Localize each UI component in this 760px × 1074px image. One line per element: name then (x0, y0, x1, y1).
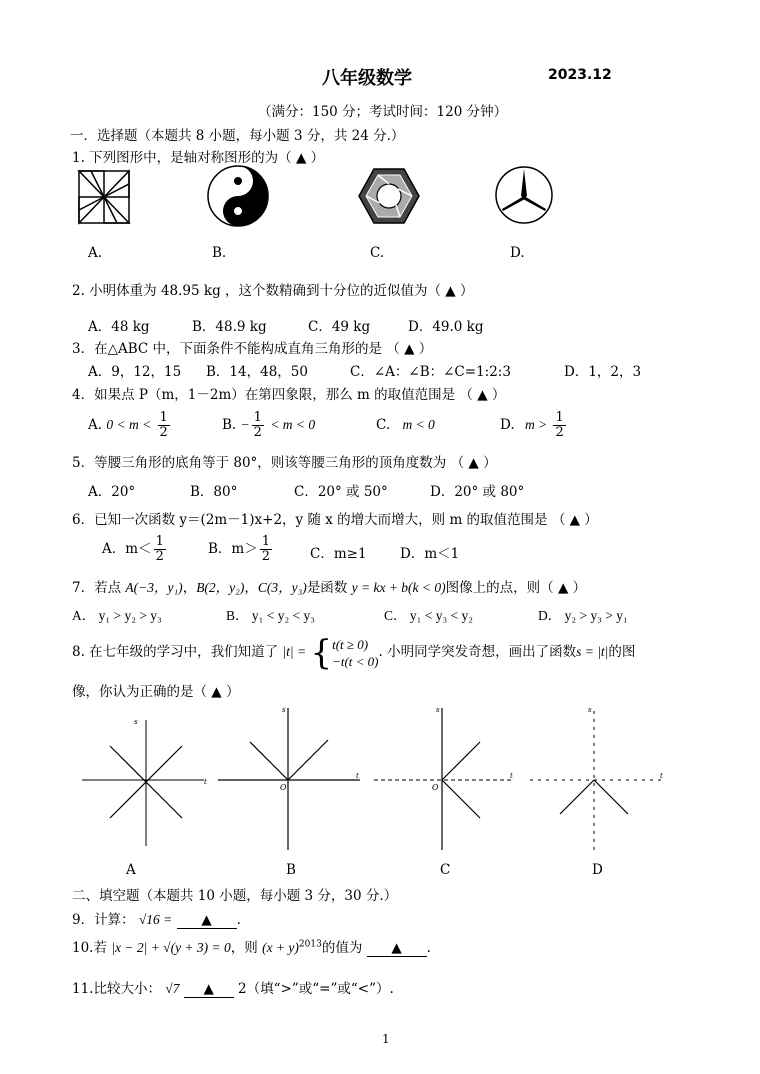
q10-expr: |x − 2| + √(y + 3) = 0 (111, 940, 231, 955)
q6-b-num: 1 (261, 534, 271, 549)
q11-answer-blank[interactable]: ▲ (184, 981, 234, 998)
q8-stem-b: . 小明同学突发奇想，画出了函数 (378, 644, 577, 660)
graph-a-axis-t: t (204, 778, 207, 786)
q4-d-expr: m > (524, 417, 548, 432)
graph-d-label: D (592, 862, 603, 878)
graph-c-origin: O (432, 783, 439, 792)
q10-answer-blank[interactable]: ▲ (367, 940, 427, 957)
q6-b-frac (260, 535, 272, 564)
q6-option-d: D．m＜1 (400, 546, 460, 562)
q3-option-d: D．1，2，3 (564, 364, 642, 380)
mercedes-figure-icon (494, 165, 554, 225)
q4-b-frac (252, 411, 264, 440)
graph-b-axis-t: t (356, 772, 359, 780)
q6-a-label: A．m＜ (102, 541, 152, 557)
yin-yang-figure-icon (206, 164, 270, 228)
q8-case2: −t(t < 0) (332, 653, 379, 669)
q11-expr: √7 (165, 981, 180, 996)
graph-c (372, 706, 518, 852)
graph-b (214, 706, 364, 852)
q9-answer-blank[interactable]: ▲ (177, 912, 237, 929)
q6-b-label: B．m＞ (208, 541, 258, 557)
q10-expr2: (x + y) (262, 940, 299, 955)
q4-b-neg: − (240, 417, 250, 432)
exam-subtitle: （满分：150 分；考试时间：120 分钟） (258, 104, 508, 120)
graph-b-label: B (286, 862, 296, 878)
q4-b-expr: < m < 0 (270, 417, 316, 432)
q2-option-a: A．48 kg (88, 319, 150, 335)
q6-b-den: 2 (261, 549, 271, 564)
graph-b-axis-s: s (282, 706, 286, 714)
graph-d (528, 706, 668, 852)
q11-suffix: 2（填“>”或“=”或“<”）. (238, 981, 394, 997)
q4-d-label: D. (500, 417, 515, 433)
q8-abs: |t| = (282, 644, 307, 659)
q4-option-d (500, 404, 568, 446)
q7-option-a: A． y₁ > y₂ > y₃ (72, 608, 162, 623)
graph-c-axis-t: t (510, 772, 513, 780)
q4-a-num: 1 (159, 410, 168, 425)
q7-function: y = kx + b(k < 0) (351, 580, 446, 595)
q1-option-a: A. (88, 245, 103, 261)
q2-option-b: B．48.9 kg (192, 319, 267, 335)
q7-point-a: A(−3，y₁) (125, 580, 183, 595)
q4-a-den: 2 (159, 425, 168, 440)
q4-d-frac (553, 411, 565, 440)
q10-mid: ，则 (230, 940, 258, 956)
q4-a-frac (158, 411, 170, 440)
q6-a-den: 2 (155, 549, 164, 564)
q8-stem (72, 632, 636, 673)
q8-cases (332, 636, 378, 670)
graph-c-label: C (440, 862, 451, 878)
q9-expr: √16 = (138, 912, 173, 927)
q8-stem-c: 的图 (608, 644, 636, 660)
page-title: 八年级数学 (322, 68, 412, 89)
q3-option-a: A．9，12，15 (88, 364, 182, 380)
q4-b-num: 1 (253, 410, 262, 425)
graph-d-axis-t: t (660, 772, 663, 780)
q4-option-b (222, 404, 315, 446)
graph-a-axis-s: s (134, 718, 138, 726)
q4-d-den: 2 (555, 425, 564, 440)
q5-option-a: A．20° (88, 484, 136, 500)
hexagon-figure-icon (358, 167, 420, 225)
graph-a-label: A (126, 862, 136, 878)
graph-a (80, 712, 210, 852)
q1-option-b: B. (212, 245, 227, 261)
q7-option-c: C． y₁ < y₃ < y₂ (384, 608, 473, 623)
q5-option-b: B．80° (190, 484, 238, 500)
q6-option-b (208, 528, 274, 570)
q4-option-c (376, 404, 435, 446)
q4-c-label: C. (376, 417, 391, 433)
graph-d-axis-s: s (588, 706, 592, 714)
graph-b-origin: O (280, 783, 287, 792)
q2-option-c: C．49 kg (308, 319, 371, 335)
q9: 9．计算： √16 = ▲ . (72, 912, 241, 928)
q6-a-frac (154, 535, 166, 564)
q4-c-expr: m < 0 (402, 417, 435, 432)
graph-c-axis-s: s (436, 706, 440, 714)
q7-suffix: 图像上的点，则（ ▲ ） (445, 580, 587, 596)
q7-prefix: 7．若点 (72, 580, 122, 596)
q4-b-den: 2 (253, 425, 262, 440)
section1-heading: 一．选择题（本题共 8 小题，每小题 3 分，共 24 分.） (70, 128, 405, 144)
q6-option-c: C．m≥1 (310, 546, 367, 562)
q10: 10.若 |x − 2| + √(y + 3) = 0，则 $(x + y)^{2013}$的值为 ▲ . (72, 939, 431, 956)
q6-stem: 6．已知一次函数 y＝(2m－1)x+2，y 随 x 的增大而增大，则 m 的取值范围是 （ ▲ ） (72, 512, 598, 528)
q7-option-b: B． y₁ < y₂ < y₃ (226, 608, 315, 623)
q5-option-d: D．20° 或 80° (430, 484, 525, 500)
pinwheel-figure-icon (78, 170, 130, 224)
exam-date: 2023.12 (548, 67, 612, 83)
q8-func: s = |t| (576, 644, 609, 659)
q8-stem-line2: 像，你认为正确的是（ ▲ ） (72, 684, 240, 700)
q8-stem-a: 8. 在七年级的学习中，我们知道了 (72, 644, 279, 660)
q6-option-a (102, 528, 168, 570)
q2-option-d: D．49.0 kg (408, 319, 484, 335)
q4-a-label: A. (88, 417, 103, 433)
q1-stem: 1. 下列图形中，是轴对称图形的为（ ▲ ） (72, 150, 325, 166)
q11 (72, 977, 394, 998)
page-number: 1 (382, 1032, 390, 1046)
q8-case1: t(t ≥ 0) (332, 636, 369, 652)
q7-point-b: B(2，y₂) (196, 580, 245, 595)
q5-option-c: C．20° 或 50° (294, 484, 388, 500)
q1-option-c: C. (370, 245, 385, 261)
q4-stem: 4．如果点 P（m，1－2m）在第四象限，那么 m 的取值范围是 （ ▲ ） (72, 387, 506, 403)
q3-option-b: B．14，48，50 (206, 364, 308, 380)
q3-option-c: C．∠A：∠B：∠C=1:2:3 (350, 364, 511, 380)
q2-stem: 2. 小明体重为 48.95 kg ，这个数精确到十分位的近似值为（ ▲ ） (72, 283, 474, 299)
q7-option-d: D． y₂ > y₃ > y₁ (538, 608, 628, 623)
q4-b-label: B. (222, 417, 237, 433)
q8-brace: { (310, 632, 333, 673)
q5-stem: 5．等腰三角形的底角等于 80°，则该等腰三角形的顶角度数为 （ ▲ ） (72, 455, 497, 471)
q6-a-num: 1 (155, 534, 164, 549)
q4-option-a (88, 404, 172, 446)
q10-suffix: 的值为 (321, 940, 363, 956)
section2-heading: 二、填空题（本题共 10 小题，每小题 3 分，30 分.） (72, 888, 398, 904)
q10-prefix: 10.若 (72, 940, 107, 956)
q11-prefix: 11.比较大小： (72, 981, 161, 997)
q9-prefix: 9．计算： (72, 912, 135, 928)
q4-a-expr: 0 < m < (106, 417, 152, 432)
q3-stem: 3．在△ABC 中，下面条件不能构成直角三角形的是 （ ▲ ） (72, 341, 433, 357)
q7-stem: 7．若点 A(−3，y₁)，B(2，y₂)，C(3，y₃)是函数 y = kx + b(k < 0)图像上的点，则（ ▲ ） (72, 580, 587, 596)
q7-mid: 是函数 (306, 580, 348, 596)
q1-option-d: D. (510, 245, 525, 261)
q7-point-c: C(3，y₃) (257, 580, 307, 595)
q10-exponent: 2013 (298, 939, 322, 950)
q4-d-num: 1 (555, 410, 564, 425)
